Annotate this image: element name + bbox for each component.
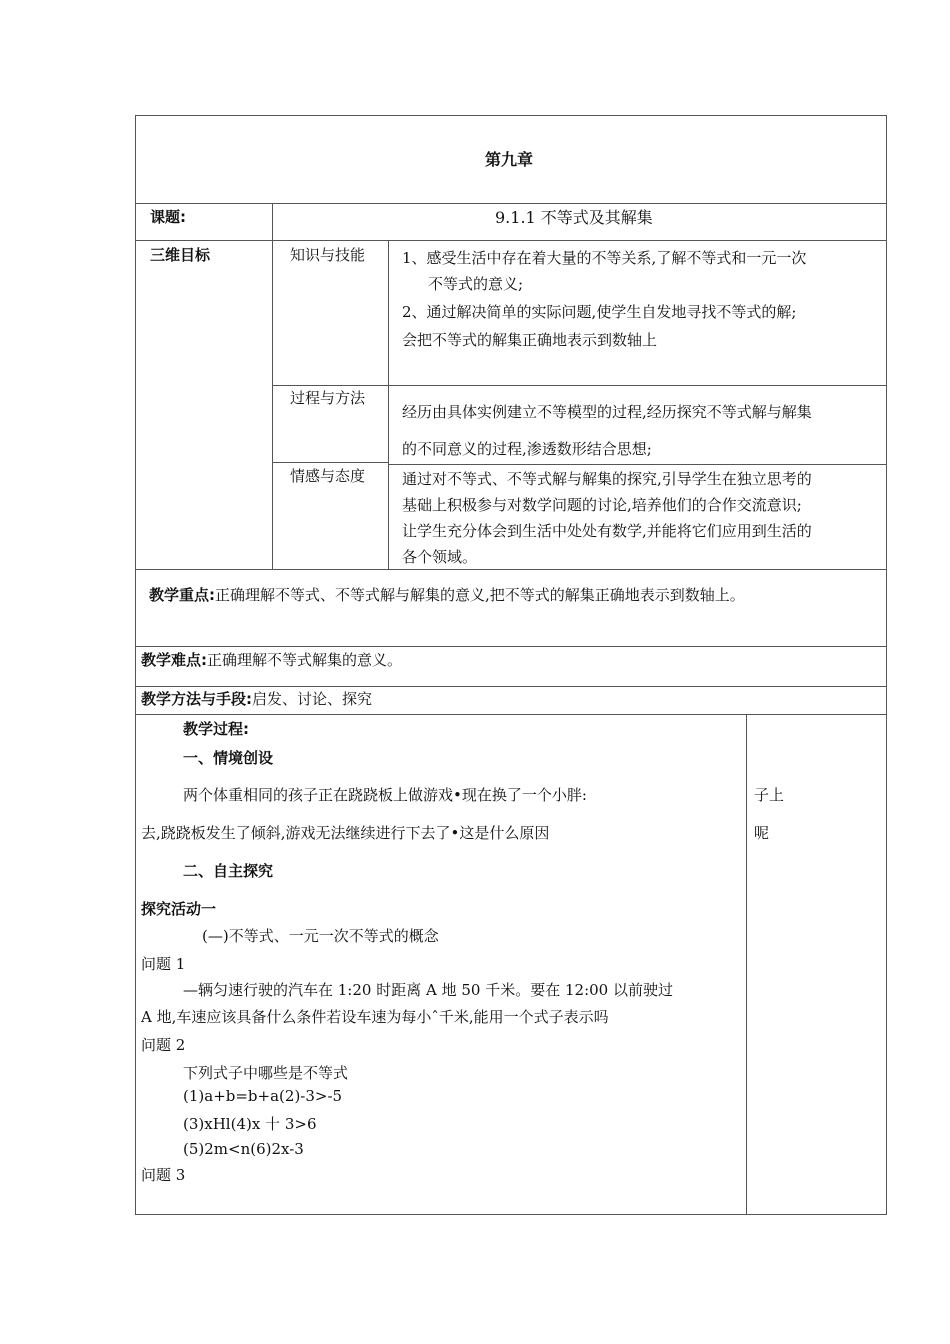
emotion-line: 通过对不等式、不等式解与解集的探究,引导学生在独立思考的 bbox=[402, 470, 812, 488]
knowledge-label: 知识与技能 bbox=[290, 246, 366, 264]
expression-line: (1)a+b=b+a(2)-3>-5 bbox=[183, 1087, 343, 1105]
table-rule bbox=[272, 203, 273, 569]
question-label: 问题 2 bbox=[141, 1036, 186, 1054]
goals-label: 三维目标 bbox=[150, 246, 211, 264]
key-point-value: 正确理解不等式、不等式解与解集的意义,把不等式的解集正确地表示到数轴上。 bbox=[215, 586, 745, 604]
emotion-line: 各个领域。 bbox=[402, 548, 478, 566]
table-rule bbox=[135, 203, 887, 204]
table-rule bbox=[135, 646, 887, 647]
table-rule bbox=[272, 462, 388, 463]
knowledge-line: 1、感受生活中存在着大量的不等关系,了解不等式和一元一次 bbox=[402, 249, 807, 267]
difficulty-value: 正确理解不等式解集的意义。 bbox=[207, 651, 403, 669]
expression-line: (3)xHl(4)x 十 3>6 bbox=[183, 1115, 317, 1133]
emotion-line: 让学生充分体会到生活中处处有数学,并能将它们应用到生活的 bbox=[402, 522, 812, 540]
knowledge-line: 会把不等式的解集正确地表示到数轴上 bbox=[402, 331, 658, 349]
difficulty-label: 教学难点: bbox=[141, 651, 207, 669]
scene-text: 两个体重相同的孩子正在跷跷板上做游戏•现在换了一个小胖: bbox=[183, 786, 587, 804]
topic-value: 9.1.1 不等式及其解集 bbox=[495, 208, 653, 227]
knowledge-line: 不等式的意义; bbox=[428, 275, 524, 293]
table-border-bottom bbox=[135, 1214, 887, 1215]
question-text: 下列式子中哪些是不等式 bbox=[183, 1064, 349, 1082]
process-line: 经历由具体实例建立不等模型的过程,经历探究不等式解与解集 bbox=[402, 403, 812, 421]
table-rule bbox=[135, 240, 887, 241]
difficulty bbox=[141, 651, 402, 671]
section-heading: 二、自主探究 bbox=[183, 862, 274, 880]
activity-heading: 探究活动一 bbox=[141, 900, 217, 918]
method-value: 启发、讨论、探究 bbox=[252, 690, 373, 708]
key-point bbox=[149, 586, 745, 606]
table-rule bbox=[746, 714, 747, 1214]
table-rule bbox=[135, 569, 887, 570]
process-line: 的不同意义的过程,渗透数形结合思想; bbox=[402, 440, 652, 458]
table-border-top bbox=[135, 115, 887, 116]
question-label: 问题 1 bbox=[141, 955, 186, 973]
table-rule bbox=[388, 464, 887, 465]
knowledge-line: 2、通过解决简单的实际问题,使学生自发地寻找不等式的解; bbox=[402, 303, 797, 321]
table-rule bbox=[135, 686, 887, 687]
key-point-label: 教学重点: bbox=[149, 586, 215, 604]
expression-line: (5)2m<n(6)2x-3 bbox=[183, 1140, 304, 1158]
subheading: (—)不等式、一元一次不等式的概念 bbox=[202, 927, 439, 945]
side-note: 呢 bbox=[754, 824, 770, 842]
method-label: 教学方法与手段: bbox=[141, 690, 252, 708]
table-rule bbox=[388, 385, 887, 386]
method bbox=[141, 690, 372, 710]
emotion-line: 基础上积极参与对数学问题的讨论,培养他们的合作交流意识; bbox=[402, 496, 802, 514]
topic-label: 课题: bbox=[150, 208, 186, 226]
question-label: 问题 3 bbox=[141, 1166, 186, 1184]
chapter-title: 第九章 bbox=[485, 150, 534, 169]
question-text: —辆匀速行驶的汽车在 1:20 时距离 A 地 50 千米。要在 12:00 以前驶过 bbox=[183, 981, 673, 999]
emotion-label: 情感与态度 bbox=[290, 467, 366, 485]
side-note: 子上 bbox=[754, 786, 785, 804]
table-rule bbox=[135, 714, 887, 715]
table-rule bbox=[272, 385, 388, 386]
scene-text: 去,跷跷板发生了倾斜,游戏无法继续进行下去了•这是什么原因 bbox=[141, 824, 550, 842]
table-border-left bbox=[135, 115, 136, 1215]
process-heading: 教学过程: bbox=[183, 720, 249, 738]
section-heading: 一、情境创设 bbox=[183, 749, 274, 767]
process-label: 过程与方法 bbox=[290, 389, 366, 407]
table-border-right bbox=[886, 115, 887, 1215]
table-rule bbox=[388, 240, 389, 569]
question-text: A 地,车速应该具备什么条件若设车速为每小ˆ千米,能用一个式子表示吗 bbox=[141, 1008, 609, 1026]
